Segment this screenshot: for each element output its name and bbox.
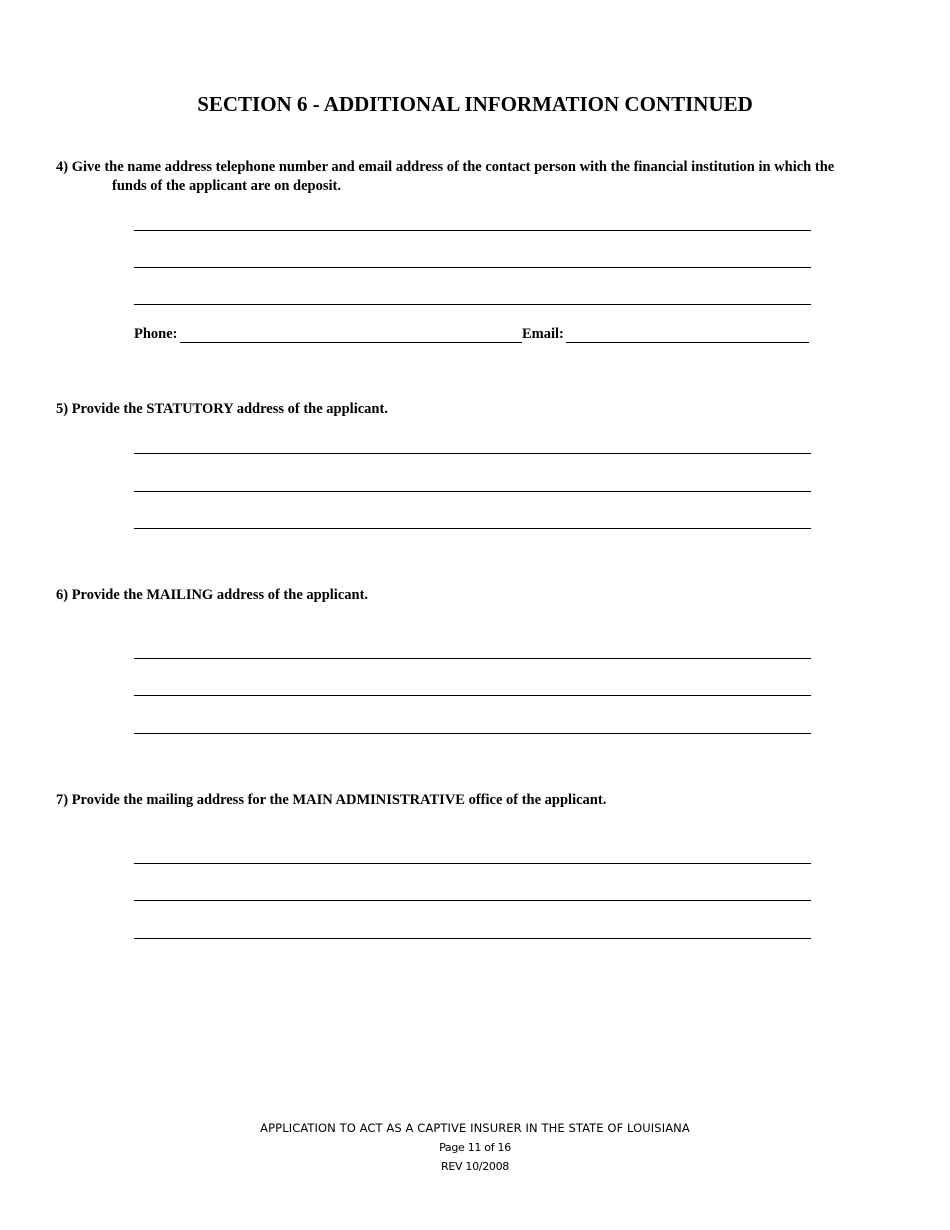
- answer-line-q4-1[interactable]: [134, 230, 811, 231]
- answer-line-q5-1[interactable]: [134, 453, 811, 454]
- email-label: Email:: [522, 326, 564, 342]
- page-title: SECTION 6 - ADDITIONAL INFORMATION CONTINUED: [197, 92, 753, 116]
- question-5: [56, 400, 886, 419]
- email-field[interactable]: [566, 342, 809, 343]
- question-5-text: 5) Provide the STATUTORY address of the applicant.: [56, 401, 388, 417]
- question-4-text-cont: funds of the applicant are on deposit.: [112, 178, 341, 194]
- answer-line-q6-3[interactable]: [134, 733, 811, 734]
- answer-line-q5-2[interactable]: [134, 491, 811, 492]
- question-4: [56, 158, 886, 196]
- question-6-text: 6) Provide the MAILING address of the applicant.: [56, 587, 369, 603]
- answer-line-q4-3[interactable]: [134, 304, 811, 305]
- answer-line-q6-1[interactable]: [134, 658, 811, 659]
- contact-fields-row: [134, 326, 811, 346]
- footer-document-title: APPLICATION TO ACT AS A CAPTIVE INSURER IN THE STATE OF LOUISIANA: [260, 1121, 690, 1135]
- question-4-text: 4) Give the name address telephone number and email address of the contact person with the financial institution in which the: [56, 159, 835, 175]
- page-footer: [0, 1119, 950, 1176]
- answer-line-q6-2[interactable]: [134, 695, 811, 696]
- phone-label: Phone:: [134, 326, 178, 342]
- phone-field[interactable]: [180, 342, 522, 343]
- footer-revision: REV 10/2008: [440, 1160, 509, 1173]
- answer-line-q4-2[interactable]: [134, 267, 811, 268]
- question-7: [56, 791, 886, 810]
- question-7-text: 7) Provide the mailing address for the MAIN ADMINISTRATIVE office of the applicant.: [56, 792, 607, 808]
- answer-line-q7-3[interactable]: [134, 938, 811, 939]
- answer-line-q7-1[interactable]: [134, 863, 811, 864]
- question-6: [56, 586, 886, 605]
- answer-line-q7-2[interactable]: [134, 900, 811, 901]
- footer-page-number: Page 11 of 16: [439, 1141, 511, 1154]
- answer-line-q5-3[interactable]: [134, 528, 811, 529]
